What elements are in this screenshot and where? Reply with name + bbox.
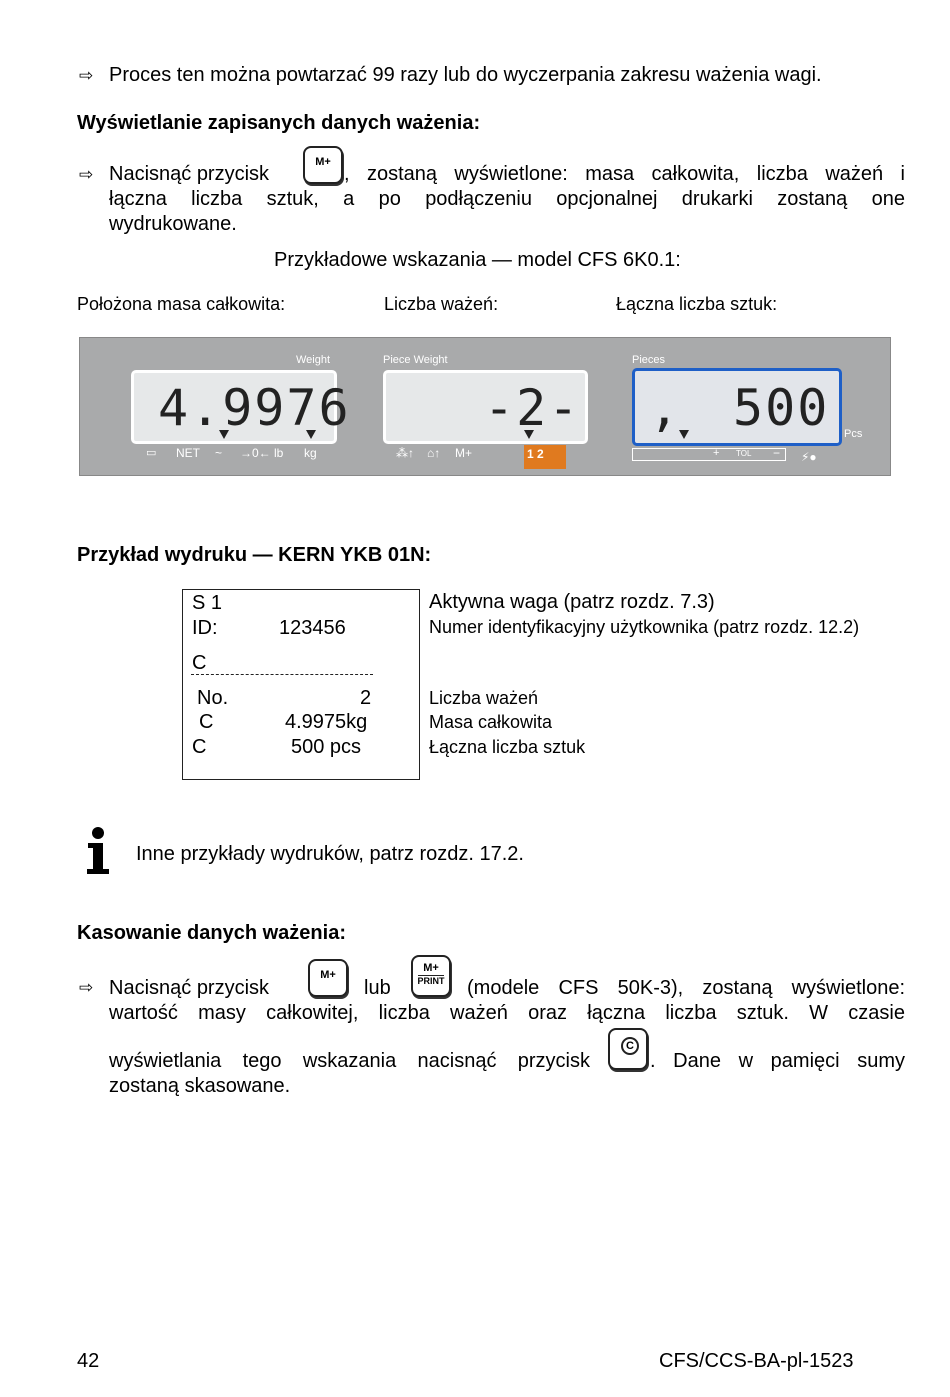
pieces-lcd bbox=[632, 368, 842, 446]
indicator-mplus: M+ bbox=[455, 446, 473, 460]
printout-mass-label: C bbox=[199, 711, 214, 733]
col-label-weighings: Liczba ważeń: bbox=[384, 294, 499, 314]
indicator-acc-icon: ⁂↑ bbox=[396, 446, 414, 460]
example-caption: Przykładowe wskazania — model CFS 6K0.1: bbox=[274, 249, 681, 271]
printout-no-label: No. bbox=[197, 687, 229, 709]
heading-delete-data: Kasowanie danych ważenia: bbox=[77, 922, 346, 944]
charging-icon: ⚡● bbox=[801, 450, 817, 464]
p3-a-text: Nacisnąć przycisk bbox=[109, 977, 270, 999]
p2-part1: Nacisnąć przycisk bbox=[109, 163, 270, 185]
mplus-key-icon bbox=[308, 959, 348, 997]
scale-switch-badge bbox=[524, 445, 566, 469]
clear-key-icon bbox=[608, 1028, 648, 1070]
marker-triangle-icon bbox=[524, 430, 534, 439]
note-weighings: Liczba ważeń bbox=[429, 688, 539, 708]
note-total-pieces: Łączna liczba sztuk bbox=[429, 737, 586, 757]
clear-key-label: C bbox=[621, 1037, 639, 1055]
arrow-bullet-icon: ⇨ bbox=[79, 66, 94, 85]
p3-line4: zostaną skasowane. bbox=[109, 1075, 291, 1097]
badge-label: 1 2 bbox=[527, 447, 544, 461]
p2-line3: wydrukowane. bbox=[109, 213, 237, 235]
printout-pieces-label: C bbox=[192, 736, 207, 758]
printout-divider bbox=[191, 674, 373, 675]
indicator-weight-up-icon: ⌂↑ bbox=[427, 446, 441, 460]
indicator-kg: kg bbox=[304, 446, 317, 460]
marker-triangle-icon bbox=[679, 430, 689, 439]
weight-caption: Weight bbox=[296, 354, 331, 366]
indicator-plus: + bbox=[713, 447, 720, 459]
printout-id-label: ID: bbox=[192, 617, 218, 639]
mplus-print-key-icon bbox=[411, 955, 451, 997]
piece-weight-caption: Piece Weight bbox=[383, 354, 448, 366]
printout-c-header: C bbox=[192, 652, 207, 674]
indicator-lb: lb bbox=[274, 446, 284, 460]
col-label-total-mass: Położona masa całkowita: bbox=[77, 294, 286, 314]
note-user-id: Numer identyfikacyjny użytkownika (patrz rozdz. 12.2) bbox=[429, 617, 860, 637]
pieces-dot: , bbox=[649, 379, 682, 437]
pcs-unit: Pcs bbox=[844, 428, 863, 440]
indicator-tol: TOL bbox=[736, 449, 752, 458]
marker-triangle-icon bbox=[219, 430, 229, 439]
indicator-stable-icon: ~ bbox=[215, 446, 223, 460]
info-icon bbox=[83, 827, 113, 875]
p2-line2: łączna liczba sztuk, a po podłączeniu opcjonalnej drukarki zostaną one bbox=[109, 188, 905, 210]
note-active-scale: Aktywna waga (patrz rozdz. 7.3) bbox=[429, 591, 715, 613]
document-code: CFS/CCS-BA-pl-1523 bbox=[659, 1350, 854, 1372]
page-number: 42 bbox=[77, 1350, 100, 1372]
scale-display-panel bbox=[79, 337, 891, 476]
arrow-bullet-icon: ⇨ bbox=[79, 978, 94, 997]
battery-icon: ▭ bbox=[146, 447, 157, 459]
pieces-caption: Pieces bbox=[632, 354, 666, 366]
p3-line2: wartość masy całkowitej, liczba ważeń oraz łączna liczba sztuk. W czasie bbox=[109, 1002, 905, 1024]
paragraph-repeat: Proces ten można powtarzać 99 razy lub do wyczerpania zakresu ważenia wagi. bbox=[109, 64, 822, 86]
pieces-value: 500 bbox=[733, 379, 830, 437]
col-label-pieces: Łączna liczba sztuk: bbox=[616, 294, 778, 314]
p3-line3a: wyświetlania tego wskazania nacisnąć przycisk bbox=[109, 1050, 590, 1072]
piece-weight-value: -2- bbox=[484, 379, 581, 437]
p3-b: lub bbox=[364, 977, 391, 999]
p3-a bbox=[109, 977, 294, 1000]
printout-mass-value: 4.9975kg bbox=[285, 711, 368, 733]
note-total-mass: Masa całkowita bbox=[429, 712, 553, 732]
mplus-print-key-label: M+ bbox=[423, 962, 439, 974]
weight-value: 4.9976 bbox=[158, 379, 351, 437]
indicator-net: NET bbox=[176, 446, 200, 460]
printout-line-s1: S 1 bbox=[192, 592, 223, 614]
info-text: Inne przykłady wydruków, patrz rozdz. 17.2. bbox=[136, 843, 524, 865]
mplus-key-label: M+ bbox=[320, 969, 336, 981]
arrow-bullet-icon: ⇨ bbox=[79, 165, 94, 184]
mplus-key-label: M+ bbox=[315, 156, 331, 168]
heading-printout-example: Przykład wydruku — KERN YKB 01N: bbox=[77, 544, 432, 566]
mplus-key-icon bbox=[303, 146, 343, 184]
p3-c: (modele CFS 50K-3), zostaną wyświetlone: bbox=[467, 977, 905, 999]
print-key-label: PRINT bbox=[417, 976, 445, 986]
marker-triangle-icon bbox=[306, 430, 316, 439]
printout-pieces-value: 500 pcs bbox=[291, 736, 362, 758]
p3-line3b: . Dane w pamięci sumy bbox=[650, 1050, 905, 1072]
heading-display-data: Wyświetlanie zapisanych danych ważenia: bbox=[77, 112, 481, 134]
printout-id-value: 123456 bbox=[279, 617, 346, 639]
tolerance-bar bbox=[632, 448, 786, 461]
indicator-zero: →0← bbox=[240, 446, 271, 460]
printout-no-value: 2 bbox=[360, 687, 372, 709]
p2-part2: , zostaną wyświetlone: masa całkowita, liczba ważeń i bbox=[344, 163, 905, 185]
printout-box bbox=[182, 589, 420, 780]
piece-weight-lcd bbox=[383, 370, 588, 444]
indicator-minus: − bbox=[773, 446, 781, 460]
